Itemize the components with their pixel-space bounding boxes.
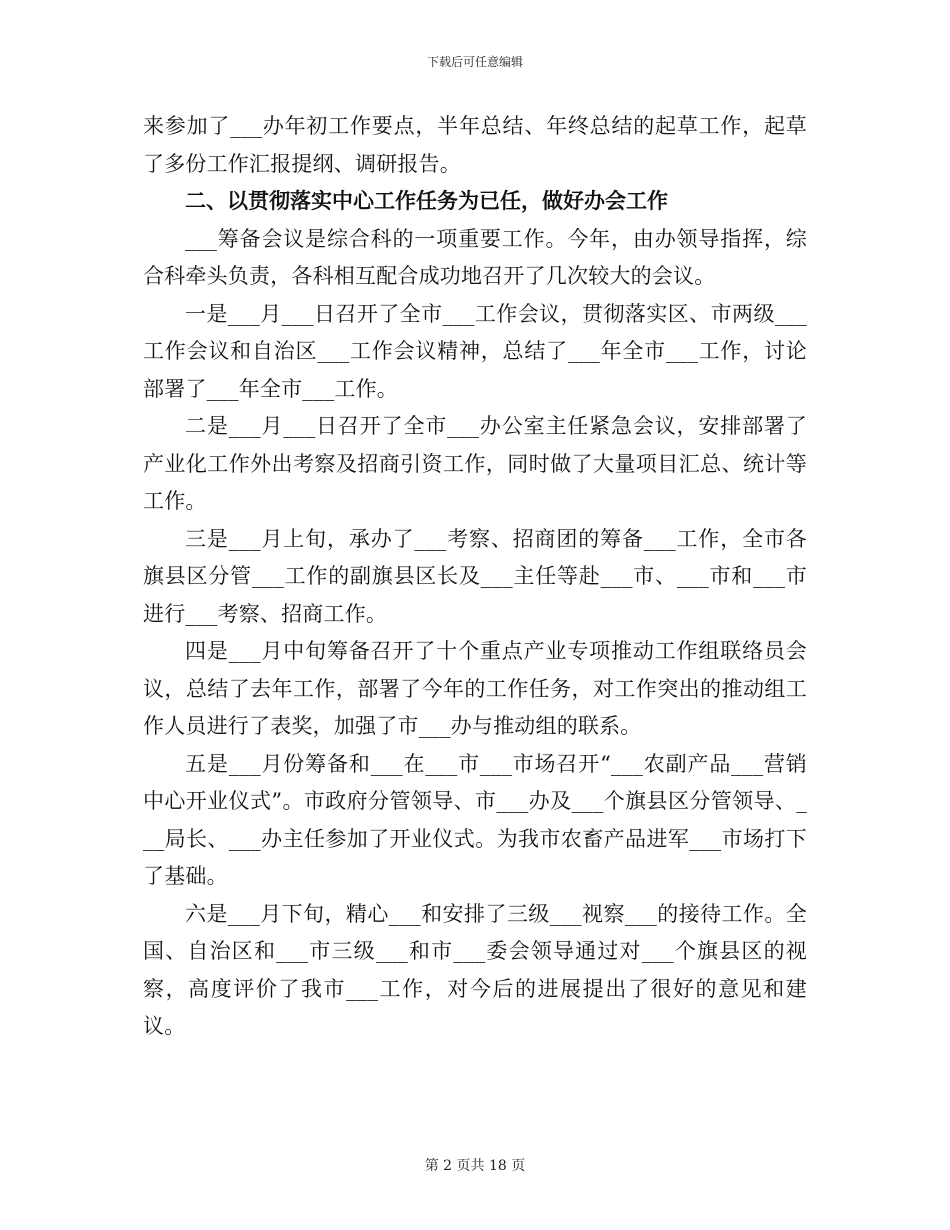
paragraph-6: 四是___月中旬筹备召开了十个重点产业专项推动工作组联络员会议，总结了去年工作，部署了今年的工作任务，对工作突出的推动组工作人员进行了表奖，加强了市___办与推动组的联系。 — [143, 639, 807, 738]
page-header: 下载后可任意编辑 — [426, 55, 523, 69]
paragraph-3: 一是___月___日召开了全市___工作会议，贯彻落实区、市两级___工作会议和自治区___工作会议精神，总结了___年全市___工作，讨论部署了___年全市___工作。 — [143, 301, 807, 401]
paragraph-5: 三是___月上旬，承办了___考察、招商团的筹备___工作，全市各旗县区分管___工作的副旗县区长及___主任等赴___市、___市和___市进行___考察、招商工作。 — [143, 526, 807, 626]
page-footer: 第 2 页共 18 页 — [424, 1158, 526, 1174]
paragraph-2: ___筹备会议是综合科的一项重要工作。今年，由办领导指挥，综合科牵头负责，各科相互配合成功地召开了几次较大的会议。 — [143, 226, 807, 288]
paragraph-8: 六是___月下旬，精心___和安排了三级___视察___的接待工作。全国、自治区和___市三级___和市___委会领导通过对___个旗县区的视察，高度评价了我市___工作，对今后的进展提出了很好的意见和建议。 — [143, 901, 807, 1038]
paragraph-1: 来参加了___办年初工作要点，半年总结、年终总结的起草工作，起草了多份工作汇报提纲、调研报告。 — [143, 114, 807, 176]
paragraph-7: 五是___月份筹备和___在___市___市场召开“___农副产品___营销中心开业仪式”。市政府分管领导、市___办及___个旗县区分管领导、___局长、___办主任参加了开业仪式。为我市农畜产品进军___市场打下了基础。 — [143, 751, 807, 888]
section-heading: 二、以贯彻落实中心工作任务为已任，做好办会工作 — [185, 189, 668, 213]
document-body — [143, 108, 807, 1046]
paragraph-4: 二是___月___日召开了全市___办公室主任紧急会议，安排部署了产业化工作外出考察及招商引资工作，同时做了大量项目汇总、统计等工作。 — [143, 414, 807, 513]
